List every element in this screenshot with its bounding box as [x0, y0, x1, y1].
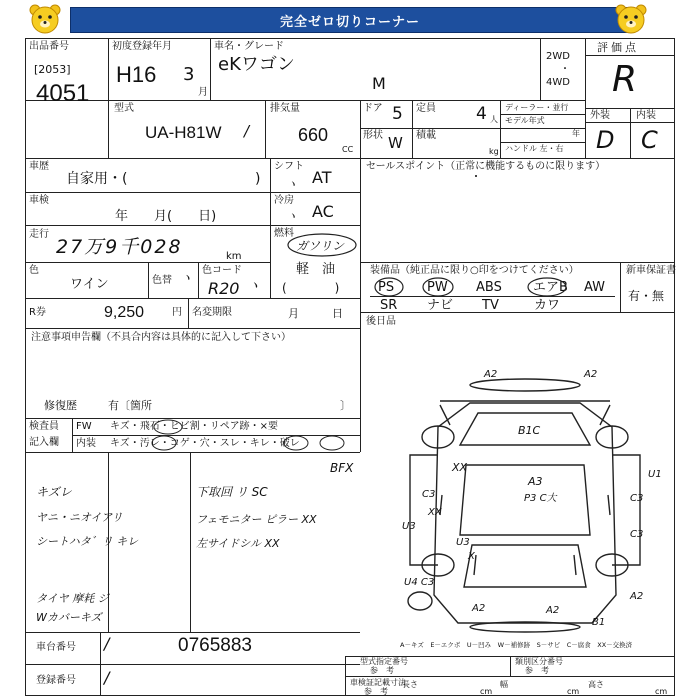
- mark-p3: P3 C大: [524, 493, 557, 504]
- yen-unit: 円: [172, 307, 182, 318]
- mark-x-center: X: [468, 551, 475, 562]
- inspector-circles: [110, 418, 360, 454]
- model-mark: /: [244, 122, 250, 140]
- mark-xx-top: XX: [452, 461, 468, 474]
- inspector-row2-head: 内装: [76, 438, 96, 449]
- color-label: 色: [29, 265, 39, 276]
- hw-note-2: ヤニ・ニオイアリ: [36, 511, 123, 524]
- shift-label: シフト: [274, 161, 304, 172]
- dealer-label: ディーラー・並行: [505, 103, 569, 112]
- inspection: 年 月( 日): [115, 209, 217, 224]
- rear-seat-label: 後日品: [366, 316, 396, 327]
- load-label: 積載: [416, 130, 436, 141]
- banner: [70, 7, 630, 33]
- color-code: R20: [208, 279, 240, 298]
- spec1-label: 型式指定番号: [360, 657, 408, 666]
- dim-width-label: 幅: [500, 680, 508, 689]
- hw-note-4: タイヤ 摩耗 ジ: [36, 592, 109, 605]
- first-reg-label: 初度登録年月: [112, 41, 172, 52]
- mileage-label: 走行: [29, 229, 49, 240]
- history: 自家用・(: [66, 171, 128, 187]
- mark-u3-left: U3: [402, 521, 416, 532]
- capacity: 4: [476, 104, 487, 124]
- name-change-label: 名変期限: [192, 307, 232, 318]
- dim-cm-2: cm: [567, 687, 580, 696]
- km-unit: km: [226, 251, 242, 262]
- notes-label: 注意事項申告欄（不具合内容は具体的に記入して下さい）: [31, 332, 291, 343]
- banner-title: 完全ゼロ切りコーナー: [279, 14, 420, 30]
- equipment-label: 装備品（純正品に限り○印をつけてください）: [370, 265, 579, 276]
- spec1-sub: 参 考: [370, 666, 394, 675]
- shift: AT: [312, 168, 332, 187]
- reg-month: 3: [183, 64, 195, 85]
- hw-note-7: フェモニター ピラー XX: [196, 513, 317, 526]
- hw-note-1: キズレ: [36, 485, 72, 499]
- mark-c3-left: C3: [422, 489, 436, 500]
- fuel-gas: ガソリン: [296, 239, 345, 253]
- dim-length-label: 長さ: [402, 680, 418, 689]
- cc-unit: CC: [342, 145, 354, 154]
- fuel-paren: ( ): [282, 281, 340, 295]
- equip-tv: TV: [482, 298, 499, 313]
- dim-sub: 参 考: [364, 687, 388, 696]
- damage-legend: A－キズ E－エクボ U－凹み W－補修跡 S－サビ C－腐食 XX－交換済: [400, 641, 633, 649]
- equip-sr: SR: [380, 298, 398, 313]
- mark-a2-rear-center: A2: [546, 605, 560, 616]
- ac: AC: [312, 202, 334, 221]
- mark-a2-rear-left: A2: [472, 603, 486, 614]
- capacity-label: 定員: [416, 103, 436, 114]
- warranty-label: 新車保証書: [626, 265, 676, 276]
- hw-note-8: 左サイドシル XX: [196, 537, 280, 550]
- mark-u3-center: U3: [456, 537, 470, 548]
- inspector-row2: キズ・汚レ・コゲ・穴・スレ・キレ・破レ: [110, 438, 300, 449]
- writer-label: 記入欄: [29, 437, 59, 448]
- mark-b1: B1: [592, 617, 606, 628]
- name-change: 月 日: [288, 307, 343, 320]
- equip-airbag: エアB: [533, 280, 568, 295]
- lot-number: 4051: [36, 80, 90, 107]
- recycle-label: R券: [29, 307, 46, 318]
- lot-number-label: 出品番号: [29, 41, 69, 52]
- inspector-row1-head: FW: [76, 421, 92, 432]
- color-change-label: 色替: [152, 275, 172, 286]
- shape-label: 形状: [363, 130, 383, 141]
- doors-label: ドア: [363, 103, 383, 114]
- equip-leather: カワ: [534, 298, 561, 313]
- hw-tag: BFX: [330, 461, 354, 475]
- history-label: 車歴: [29, 161, 49, 172]
- repair-close: 〕: [340, 399, 351, 412]
- dim-height-label: 高さ: [588, 680, 604, 689]
- hw-note-3: シートハタ゛リ キレ: [36, 535, 139, 548]
- displacement: 660: [298, 125, 329, 145]
- mark-xx-left: XX: [428, 507, 442, 518]
- mark-b1c: B1C: [518, 424, 541, 437]
- displacement-label: 排気量: [270, 103, 300, 114]
- mark-a2-rear-right: A2: [630, 591, 644, 602]
- steering-label: ハンドル 左・右: [505, 144, 564, 153]
- repair: 有〔箇所: [108, 399, 152, 412]
- mileage: 27万9千028: [56, 236, 183, 258]
- equip-ps: PS: [378, 280, 395, 295]
- reg-label: 登録番号: [36, 675, 76, 686]
- chassis-number: 0765883: [178, 635, 252, 656]
- lot-number-sub: [2053]: [34, 63, 71, 76]
- fuel-label: 燃料: [274, 228, 294, 239]
- dim-label: 車検証記載寸法: [350, 678, 406, 687]
- exterior-grade: D: [596, 126, 615, 154]
- mark-c3-right-upper: C3: [630, 493, 644, 504]
- equip-pw: PW: [427, 280, 448, 295]
- model-label: 型式: [114, 103, 134, 114]
- sales-point-label: セールスポイント（正常に機能するものに限ります）: [366, 161, 606, 172]
- inspection-label: 車検: [29, 195, 49, 206]
- bear-mascot-icon: [28, 3, 62, 35]
- equip-abs: ABS: [476, 280, 502, 295]
- spec2-sub: 参 考: [525, 666, 549, 675]
- year-unit: 年: [572, 129, 580, 138]
- score: R: [612, 59, 638, 100]
- doors: 5: [392, 104, 403, 124]
- reg-mark: /: [104, 668, 110, 687]
- interior-grade: C: [641, 126, 658, 154]
- drive-2wd: 2WD: [546, 51, 570, 62]
- mark-u1: U1: [648, 469, 662, 480]
- drive-4wd: 4WD: [546, 77, 570, 88]
- hw-note-5: Wカバーキズ: [36, 611, 102, 624]
- fuel-gas-circle: [284, 232, 360, 258]
- mark-c3-right-lower: C3: [630, 529, 644, 540]
- color: ワイン: [70, 277, 109, 292]
- equip-aw: AW: [584, 280, 606, 295]
- ac-label: 冷房: [274, 195, 294, 206]
- capacity-unit: 人: [490, 115, 498, 124]
- dim-cm-1: cm: [480, 687, 493, 696]
- mark-a2-front-left: A2: [484, 369, 498, 380]
- mark-a2-front-right: A2: [584, 369, 598, 380]
- mark-u4c3: U4 C3: [404, 577, 435, 588]
- car-name-label: 車名・グレード: [214, 41, 284, 52]
- repair-label: 修復歴: [44, 399, 77, 412]
- shape: W: [388, 134, 403, 152]
- recycle-amount: 9,250: [104, 304, 145, 321]
- mark-a3: A3: [528, 475, 543, 488]
- fuel-diesel: 軽 油: [296, 262, 336, 277]
- spec2-label: 類別区分番号: [515, 657, 563, 666]
- drive-sep: ・: [560, 64, 570, 75]
- equipment-circles: [372, 276, 572, 298]
- exterior-label: 外装: [590, 110, 610, 121]
- inspector-label: 検査員: [29, 421, 59, 432]
- reg-year: H16: [116, 62, 157, 87]
- model-year-label: モデル年式: [505, 116, 545, 125]
- chassis-mark: /: [104, 634, 110, 653]
- inspector-row1: キズ・飛石・ヒビ割・リペア跡・×要: [110, 421, 278, 432]
- warranty: 有・無: [628, 289, 665, 303]
- model-code: UA-H81W: [145, 123, 222, 142]
- score-label: 評価点: [597, 41, 639, 54]
- month-unit: 月: [198, 87, 208, 98]
- car-name: eKワゴン: [218, 54, 295, 75]
- equip-navi: ナビ: [427, 298, 454, 313]
- bear-mascot-icon: [614, 3, 648, 35]
- load-unit: kg: [489, 147, 499, 156]
- dim-cm-3: cm: [655, 687, 668, 696]
- interior-label: 内装: [636, 110, 656, 121]
- history-close: ): [255, 171, 261, 187]
- hw-note-6: 下取回 リ SC: [196, 485, 268, 499]
- color-code-label: 色コード: [202, 265, 242, 276]
- car-grade: M: [372, 74, 386, 93]
- chassis-label: 車台番号: [36, 642, 76, 653]
